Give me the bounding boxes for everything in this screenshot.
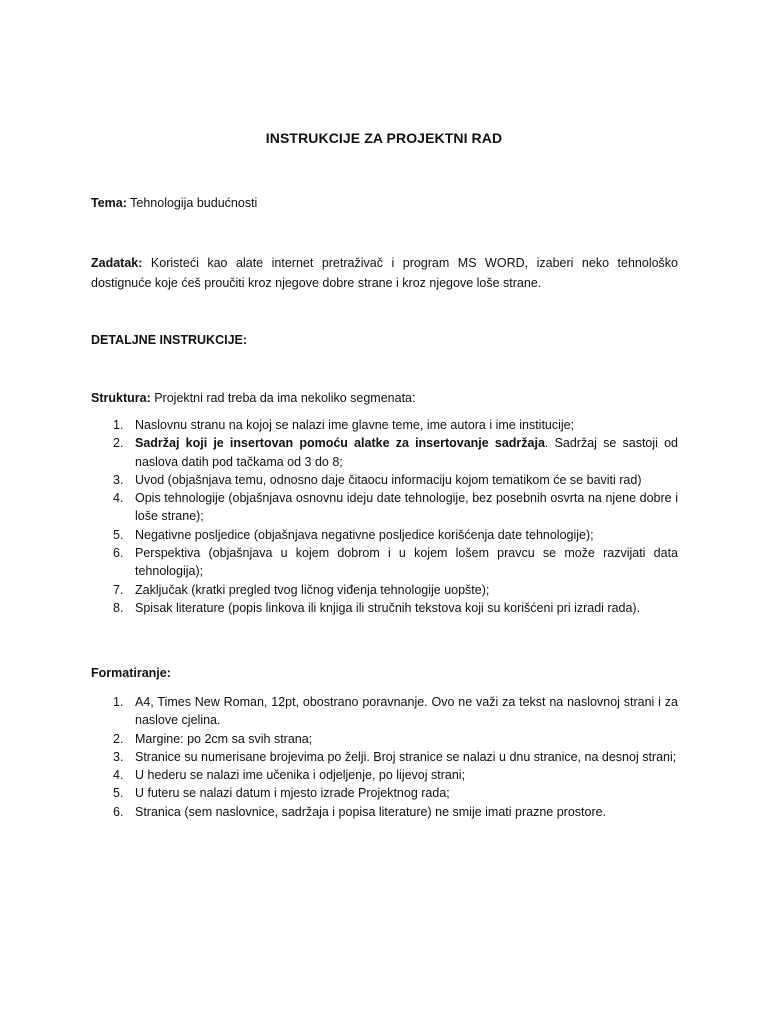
list-item xyxy=(91,730,678,748)
list-item-number: 6. xyxy=(113,804,124,819)
list-item-number: 8. xyxy=(113,600,124,615)
struktura-line xyxy=(91,389,678,408)
list-item-number: 1. xyxy=(113,418,124,432)
list-item xyxy=(91,693,678,730)
list-item xyxy=(91,581,678,599)
formatiranje-heading: Formatiranje: xyxy=(91,666,171,680)
list-item-text: . Sadržaj se sastoji od naslova datih pod tačkama od 3 do 8; xyxy=(135,436,678,469)
list-item-text: Stranica (sem naslovnice, sadržaja i popisa literature) ne smije imati prazne prostore. xyxy=(135,804,607,819)
list-item-number: 5. xyxy=(113,786,124,801)
list-item-text: A4, Times New Roman, 12pt, obostrano poravnanje. Ovo ne važi za tekst na naslovnoj strani i za naslove cjelina. xyxy=(135,695,678,728)
list-item-text: Opis tehnologije (objašnjava osnovnu ideju date tehnologije, bez posebnih osvrta na njene dobre i loše strane); xyxy=(135,491,678,524)
tema-value: Tehnologija budućnosti xyxy=(130,196,258,210)
list-item-text: U futeru se nalazi datum i mjesto izrade Projektnog rada; xyxy=(135,786,450,801)
list-item xyxy=(91,766,678,784)
zadatak-label: Zadatak: xyxy=(91,256,143,270)
list-item xyxy=(91,748,678,766)
zadatak-text: Koristeći kao alate internet pretraživač i program MS WORD, izaberi neko tehnološko dostignuće koje ćeš proučiti kroz njegove dobre strane i kroz njegove loše strane. xyxy=(91,256,678,290)
list-item xyxy=(91,544,678,581)
list-item-text: Naslovnu stranu na kojoj se nalazi ime glavne teme, ime autora i ime institucije; xyxy=(135,418,575,432)
document-title: INSTRUKCIJE ZA PROJEKTNI RAD xyxy=(265,130,503,146)
tema-label: Tema: xyxy=(91,196,127,210)
list-item-number: 6. xyxy=(113,546,124,561)
list-item-text: Zaključak (kratki pregled tvog ličnog viđenja tehnologije uopšte); xyxy=(135,582,490,597)
struktura-list xyxy=(91,416,678,617)
tema-line xyxy=(91,194,678,213)
list-item-number: 2. xyxy=(113,436,124,451)
formatiranje-list xyxy=(91,693,678,821)
list-item-text: Margine: po 2cm sa svih strana; xyxy=(135,731,313,746)
list-item-number: 3. xyxy=(113,472,124,487)
list-item-number: 2. xyxy=(113,731,124,746)
list-item-number: 7. xyxy=(113,582,124,597)
list-item-number: 4. xyxy=(113,768,124,783)
list-item xyxy=(91,803,678,821)
list-item-text: Negativne posljedice (objašnjava negativne posljedice korišćenja date tehnologije); xyxy=(135,527,594,542)
struktura-label: Struktura: xyxy=(91,391,151,405)
list-item-number: 5. xyxy=(113,527,124,542)
list-item-number: 1. xyxy=(113,695,124,709)
list-item-number: 3. xyxy=(113,749,124,764)
list-item-text: Stranice su numerisane brojevima po želji. Broj stranice se nalazi u dnu stranice, na desnoj strani; xyxy=(135,749,677,764)
struktura-text: Projektni rad treba da ima nekoliko segmenata: xyxy=(154,391,416,405)
list-item xyxy=(91,416,678,434)
list-item-text: Spisak literature (popis linkova ili knjiga ili stručnih tekstova koji su korišćeni pri izradi rada). xyxy=(135,600,641,615)
list-item xyxy=(91,784,678,802)
list-item-text: Perspektiva (objašnjava u kojem dobrom i u kojem lošem pravcu se može razvijati data tehnologija); xyxy=(135,546,678,579)
list-item xyxy=(91,471,678,489)
list-item-text: U hederu se nalazi ime učenika i odjeljenje, po lijevoj strani; xyxy=(135,768,466,783)
list-item-number: 4. xyxy=(113,491,124,506)
zadatak-paragraph xyxy=(91,253,678,293)
list-item xyxy=(91,599,678,617)
detaljne-instrukcije-heading: DETALJNE INSTRUKCIJE: xyxy=(91,333,248,347)
list-item xyxy=(91,526,678,544)
list-item xyxy=(91,434,678,471)
list-item xyxy=(91,489,678,526)
list-item-text: Uvod (objašnjava temu, odnosno daje čitaocu informaciju kojom tematikom će se baviti rad) xyxy=(135,472,642,487)
list-item-text-bold: Sadržaj koji je insertovan pomoću alatke za insertovanje sadržaja xyxy=(135,436,545,451)
